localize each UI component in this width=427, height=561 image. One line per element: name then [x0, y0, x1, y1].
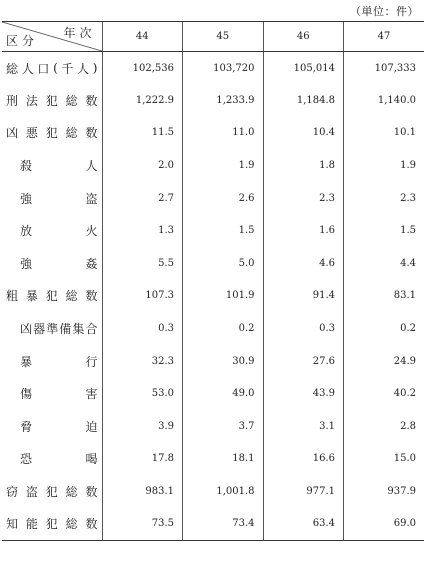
- table-row: [2, 443, 424, 476]
- value-cell: 83.1: [344, 280, 425, 313]
- value-cell: 17.8: [102, 443, 183, 476]
- row-label: 強 盗: [20, 191, 98, 206]
- value-cell: 1,184.8: [263, 84, 344, 117]
- value-cell: 1.6: [263, 214, 344, 247]
- value-cell: 11.0: [183, 117, 264, 150]
- table-row: [2, 312, 424, 345]
- row-label-cell: [2, 84, 102, 117]
- value-cell: 0.3: [102, 312, 183, 345]
- unit-label: （単位：件）: [350, 5, 419, 18]
- row-label: 刑 法 犯 総 数: [6, 93, 98, 108]
- table-row: [2, 52, 424, 85]
- table-row: [2, 508, 424, 541]
- row-label: 知 能 犯 総 数: [6, 517, 98, 532]
- value-cell: 3.7: [183, 410, 264, 443]
- value-cell: 1.5: [183, 214, 264, 247]
- value-cell: 30.9: [183, 345, 264, 378]
- value-cell: 937.9: [344, 475, 425, 508]
- row-label-cell: [2, 377, 102, 410]
- value-cell: 4.4: [344, 247, 425, 280]
- value-cell: 0.2: [344, 312, 425, 345]
- table-row: [2, 345, 424, 378]
- value-cell: 10.4: [263, 117, 344, 150]
- row-label-cell: [2, 52, 102, 85]
- value-cell: 107,333: [344, 52, 425, 85]
- value-cell: 107.3: [102, 280, 183, 313]
- table-row: [2, 117, 424, 150]
- value-cell: 1,140.0: [344, 84, 425, 117]
- value-cell: 49.0: [183, 377, 264, 410]
- row-label: 総 人 口 ( 千 人 ): [6, 61, 98, 76]
- table-body: [2, 52, 424, 541]
- row-label-cell: [2, 475, 102, 508]
- table-row: [2, 280, 424, 313]
- row-label-cell: [2, 149, 102, 182]
- value-cell: 11.5: [102, 117, 183, 150]
- row-label-cell: [2, 345, 102, 378]
- value-cell: 53.0: [102, 377, 183, 410]
- year-header: 45: [183, 22, 264, 52]
- value-cell: 0.3: [263, 312, 344, 345]
- row-label: 放 火: [20, 224, 98, 239]
- value-cell: 2.3: [263, 182, 344, 215]
- value-cell: 91.4: [263, 280, 344, 313]
- table-row: [2, 410, 424, 443]
- table-row: [2, 182, 424, 215]
- value-cell: 73.4: [183, 508, 264, 541]
- row-label-cell: [2, 117, 102, 150]
- value-cell: 1,222.9: [102, 84, 183, 117]
- row-label: 強 姦: [20, 256, 98, 271]
- row-label-cell: [2, 182, 102, 215]
- value-cell: 15.0: [344, 443, 425, 476]
- value-cell: 69.0: [344, 508, 425, 541]
- value-cell: 1.3: [102, 214, 183, 247]
- value-cell: 1.5: [344, 214, 425, 247]
- table-row: [2, 247, 424, 280]
- table-row: [2, 149, 424, 182]
- value-cell: 105,014: [263, 52, 344, 85]
- value-cell: 1.9: [344, 149, 425, 182]
- row-label-cell: [2, 214, 102, 247]
- row-label-cell: [2, 443, 102, 476]
- year-header: 46: [263, 22, 344, 52]
- value-cell: 1.8: [263, 149, 344, 182]
- table-row: [2, 84, 424, 117]
- value-cell: 73.5: [102, 508, 183, 541]
- row-label-cell: [2, 410, 102, 443]
- row-label: 窃 盗 犯 総 数: [6, 485, 98, 500]
- value-cell: 1,233.9: [183, 84, 264, 117]
- row-label: 粗 暴 犯 総 数: [6, 289, 98, 304]
- row-label: 恐 喝: [20, 452, 98, 467]
- value-cell: 101.9: [183, 280, 264, 313]
- value-cell: 63.4: [263, 508, 344, 541]
- header-row: [2, 22, 424, 52]
- value-cell: 16.6: [263, 443, 344, 476]
- value-cell: 0.2: [183, 312, 264, 345]
- row-label-cell: [2, 247, 102, 280]
- row-label: 傷 害: [20, 387, 98, 402]
- row-label: 凶 器 準 備 集 合: [20, 322, 98, 337]
- corner-header-year: 年次: [63, 26, 96, 40]
- year-header: 44: [102, 22, 183, 52]
- table-row: [2, 475, 424, 508]
- row-label: 凶 悪 犯 総 数: [6, 126, 98, 141]
- value-cell: 2.3: [344, 182, 425, 215]
- value-cell: 2.0: [102, 149, 183, 182]
- value-cell: 983.1: [102, 475, 183, 508]
- value-cell: 10.1: [344, 117, 425, 150]
- value-cell: 2.8: [344, 410, 425, 443]
- row-label-cell: [2, 280, 102, 313]
- row-label: 殺 人: [20, 159, 98, 174]
- value-cell: 40.2: [344, 377, 425, 410]
- value-cell: 977.1: [263, 475, 344, 508]
- value-cell: 4.6: [263, 247, 344, 280]
- crime-statistics-table: [2, 21, 424, 541]
- value-cell: 102,536: [102, 52, 183, 85]
- row-label: 暴 行: [20, 354, 98, 369]
- table-row: [2, 377, 424, 410]
- value-cell: 1.9: [183, 149, 264, 182]
- value-cell: 3.9: [102, 410, 183, 443]
- value-cell: 103,720: [183, 52, 264, 85]
- corner-header-category: 区分: [6, 34, 39, 48]
- row-label-cell: [2, 508, 102, 541]
- value-cell: 24.9: [344, 345, 425, 378]
- value-cell: 32.3: [102, 345, 183, 378]
- table-row: [2, 214, 424, 247]
- year-header: 47: [344, 22, 425, 52]
- value-cell: 43.9: [263, 377, 344, 410]
- value-cell: 1,001.8: [183, 475, 264, 508]
- value-cell: 18.1: [183, 443, 264, 476]
- value-cell: 2.6: [183, 182, 264, 215]
- value-cell: 3.1: [263, 410, 344, 443]
- corner-header-cell: [2, 22, 102, 52]
- value-cell: 5.5: [102, 247, 183, 280]
- row-label: 脅 迫: [20, 419, 98, 434]
- value-cell: 27.6: [263, 345, 344, 378]
- value-cell: 2.7: [102, 182, 183, 215]
- row-label-cell: [2, 312, 102, 345]
- value-cell: 5.0: [183, 247, 264, 280]
